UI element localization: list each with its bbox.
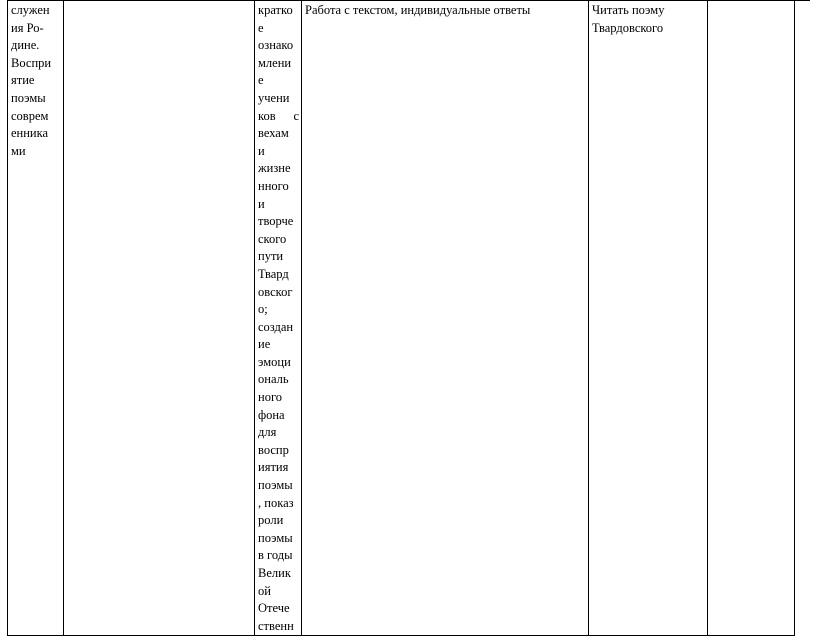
text-line: ственн <box>258 618 294 633</box>
text-line: эмоци <box>258 354 291 369</box>
text-line: Твард <box>258 266 289 281</box>
text-line: Отече <box>258 601 290 616</box>
text-line: Твардовского <box>592 20 664 35</box>
text-line: Читать поэму <box>592 3 665 17</box>
activity-text: Работа с текстом, индивидуальные ответы <box>305 3 531 17</box>
text-line: вехам <box>258 126 289 141</box>
text-line: творче <box>258 214 294 229</box>
activity-cell <box>302 1 589 636</box>
text-line: для <box>258 425 277 440</box>
text-line <box>258 108 299 126</box>
text-line: воспр <box>258 442 289 457</box>
topic-text <box>8 1 63 160</box>
text-line: Велик <box>258 566 291 580</box>
lesson-plan-table <box>7 0 795 636</box>
topic-cell <box>8 1 64 636</box>
text-line: соврем <box>11 108 49 123</box>
text-word: ков <box>258 108 276 123</box>
text-line: ского <box>258 231 287 246</box>
notes-text <box>708 1 794 2</box>
table-edge-line <box>788 0 810 1</box>
text-line: ой <box>258 583 271 598</box>
text-line: пути <box>258 249 284 264</box>
text-line: , показ <box>258 495 294 510</box>
text-line: иятия <box>258 460 289 475</box>
homework-cell <box>589 1 708 636</box>
text-line: ознако <box>258 38 294 53</box>
goals-text <box>255 1 301 635</box>
text-line: ного <box>258 390 283 405</box>
text-line: ми <box>11 143 26 158</box>
text-line: жизне <box>258 161 291 176</box>
text-line: енника <box>11 126 49 141</box>
text-line: дине. <box>11 38 40 53</box>
text-line: учени <box>258 90 290 105</box>
text-line: роли <box>258 513 284 528</box>
text-line: ональ <box>258 372 289 387</box>
text-line: ие <box>258 337 271 352</box>
empty-cell <box>64 1 255 636</box>
text-line: создан <box>258 319 294 334</box>
text-line: овског <box>258 284 293 299</box>
homework-text <box>589 1 707 37</box>
text-line: и <box>258 143 265 158</box>
text-line: фона <box>258 407 285 422</box>
text-line: млени <box>258 55 292 70</box>
text-word: с <box>293 108 299 123</box>
empty-cell-text <box>64 1 254 2</box>
notes-cell <box>708 1 795 636</box>
text-line: поэмы <box>11 90 46 105</box>
text-line: поэмы <box>258 530 293 545</box>
goals-cell <box>255 1 302 636</box>
text-line: нного <box>258 178 289 193</box>
text-line: ия Ро- <box>11 20 44 35</box>
text-line: Воспри <box>11 55 52 70</box>
text-line: поэмы <box>258 478 293 493</box>
text-line: служен <box>11 3 50 17</box>
text-line: кратко <box>258 3 293 17</box>
text-line: е <box>258 20 264 35</box>
text-line: о; <box>258 302 268 317</box>
text-line: в годы <box>258 548 293 563</box>
text-line: е <box>258 73 264 88</box>
text-line: и <box>258 196 265 211</box>
text-line: ятие <box>11 73 35 88</box>
table-row <box>8 1 795 636</box>
